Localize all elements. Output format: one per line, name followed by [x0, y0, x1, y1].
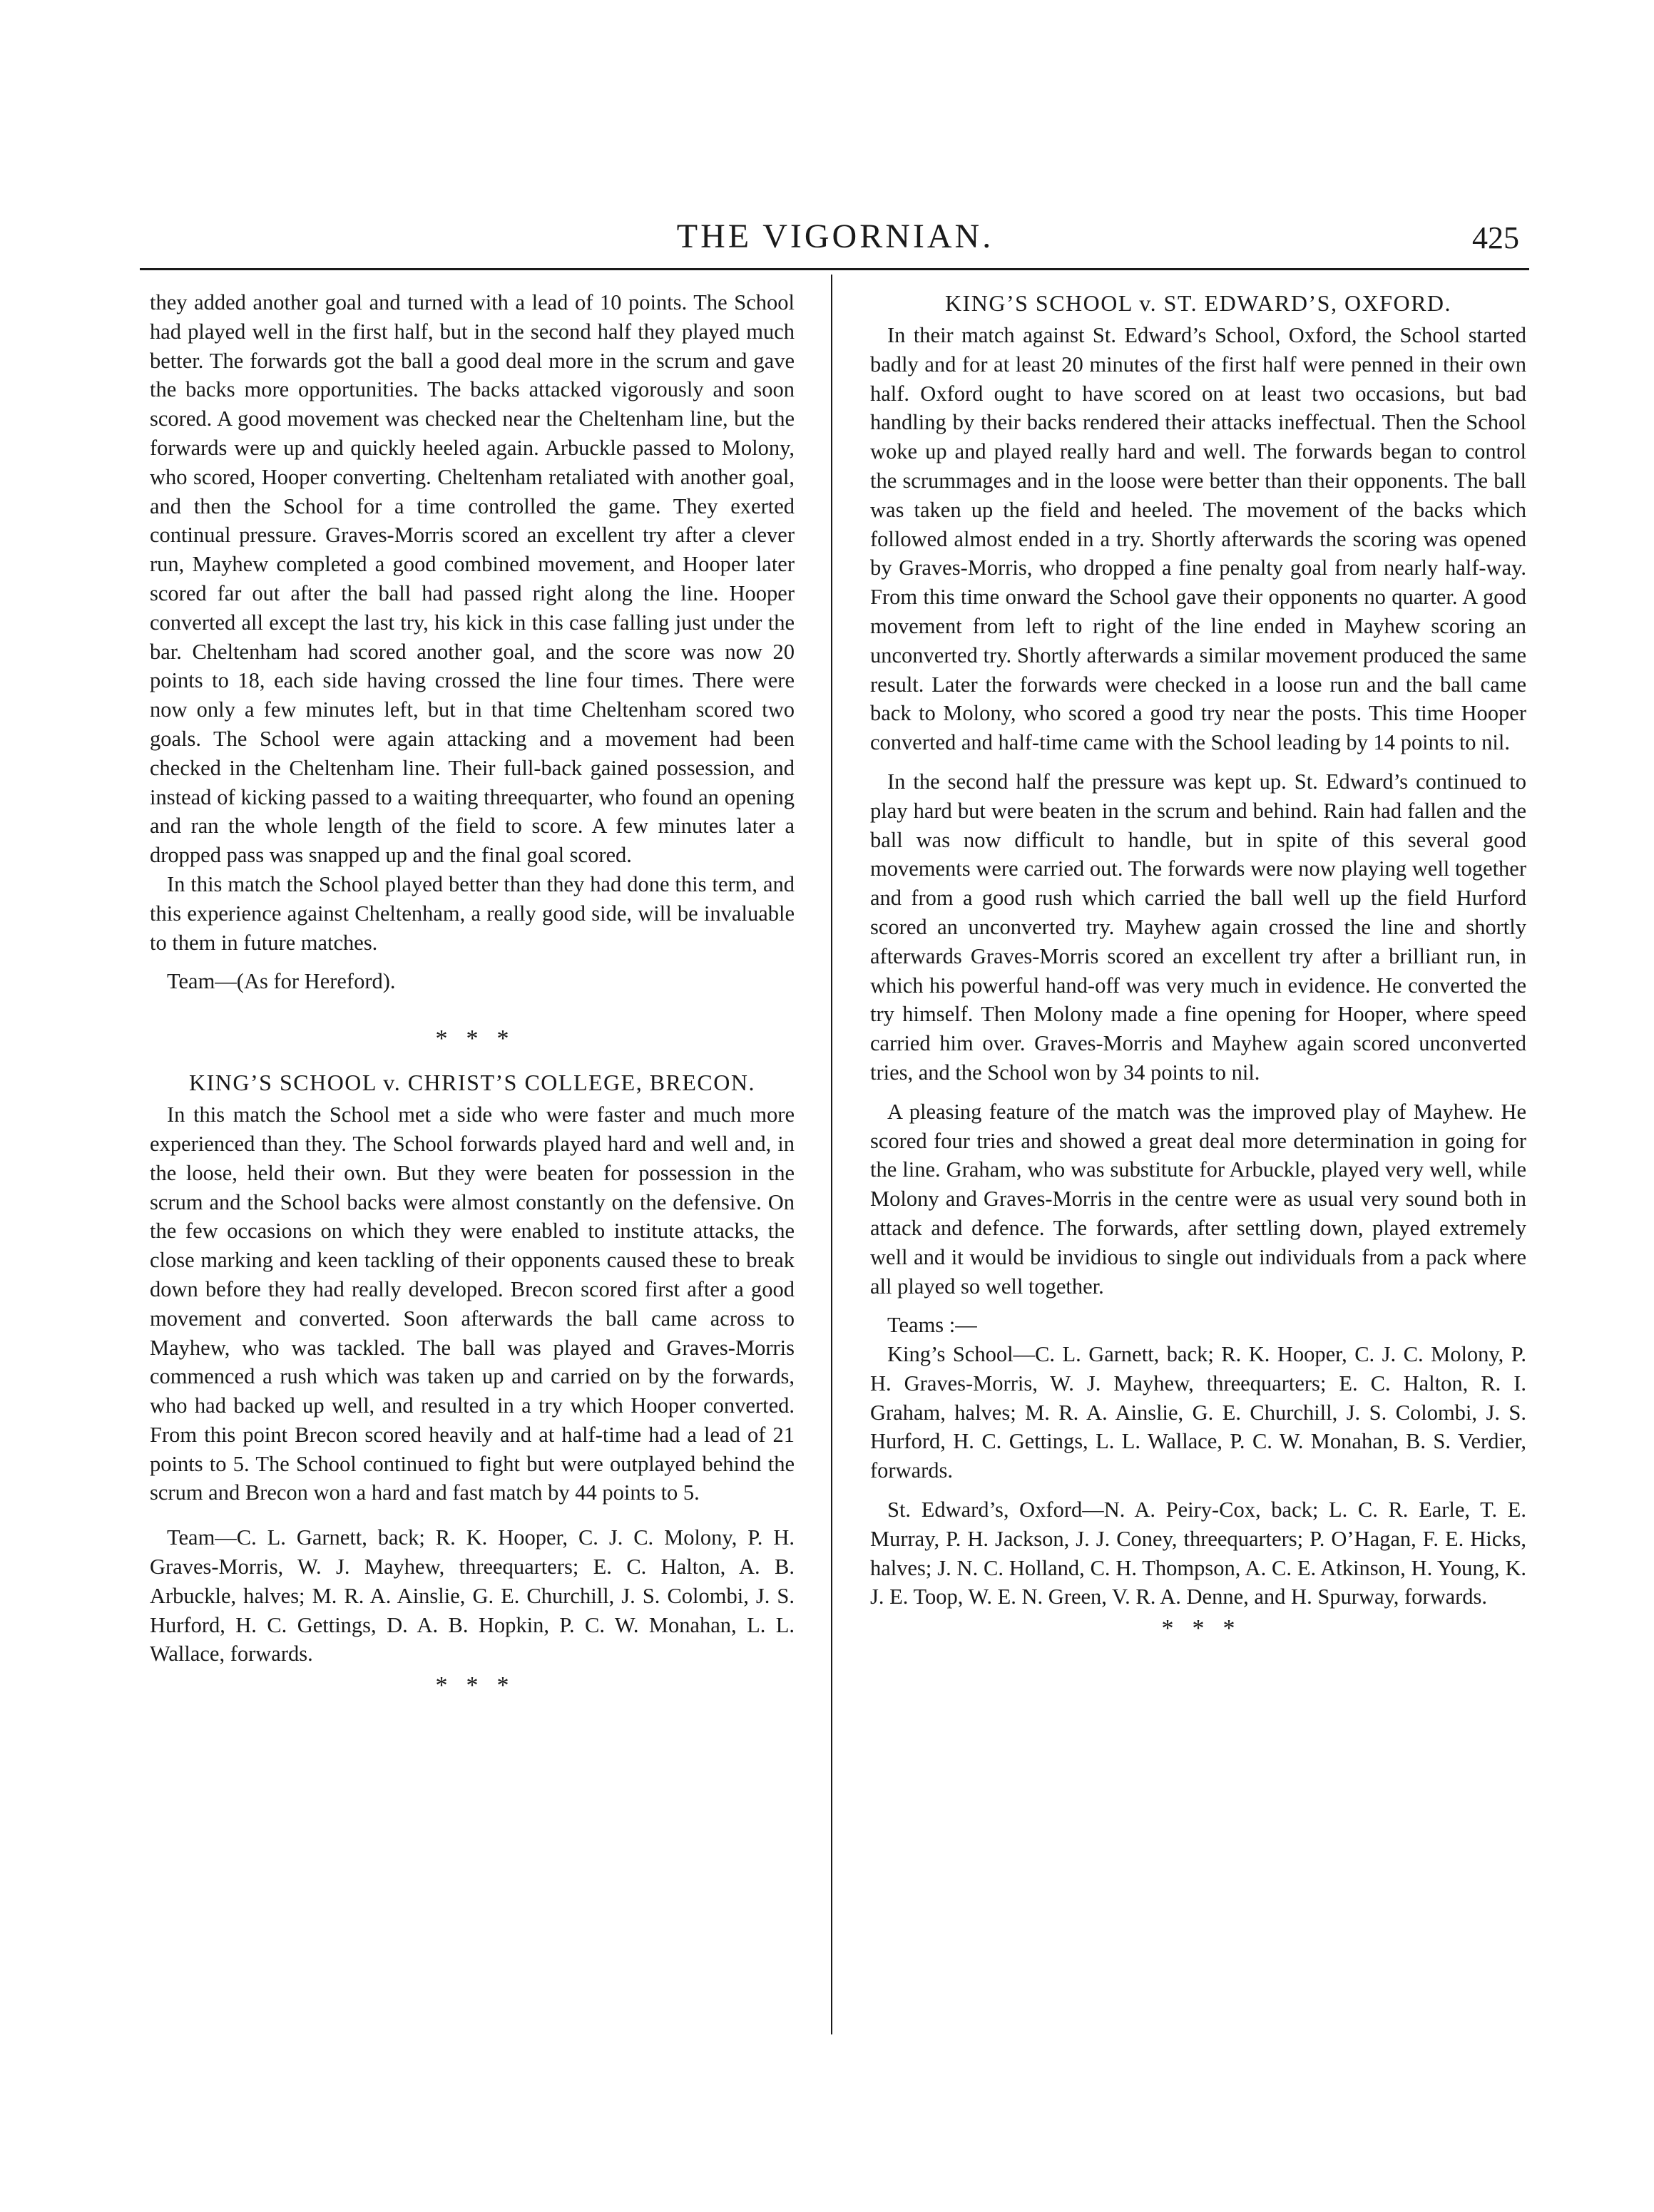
- section-separator-asterism: ***: [1161, 1615, 1254, 1642]
- right-column: [870, 288, 1526, 1643]
- kings-school-team-list: King’s School—C. L. Garnett, back; R. K. Hooper, C. J. C. Molony, P. H. Graves-Morris, W. J. Mayhew, threequarters; E. C. Halton, R. I. Graham, halves; M. R. A. Ainslie, G. E. Churchill, J. S. Colombi, J. S. Hurford, H. C. Gettings, L. L. Wallace, P. C. W. Monahan, B. S. Verdier, forwards.: [870, 1342, 1526, 1483]
- column-divider: [831, 275, 832, 2034]
- cheltenham-team-note: Team—(As for Hereford).: [167, 969, 396, 994]
- section-separator-asterism: ***: [435, 1672, 528, 1699]
- teams-label: Teams :—: [887, 1313, 977, 1338]
- cheltenham-report-paragraph-2: In this match the School played better than they had done this term, and this experience against Cheltenham, a really good side, will be invaluable to them in future matches.: [150, 871, 795, 955]
- journal-title: THE VIGORNIAN.: [676, 217, 994, 255]
- oxford-report-paragraph-3: A pleasing feature of the match was the improved play of Mayhew. He scored four tries and showed a great deal more determination in going for the line. Graham, who was substitute for Arbuckle, played very well, while Molony and Graves-Morris in the centre were as usual very sound both in attack and defence. The forwards, after settling down, played extremely well and it would be invidious to single out individuals from a pack where all played so well together.: [870, 1099, 1526, 1299]
- header-rule: [140, 268, 1529, 270]
- oxford-report-paragraph-1: In their match against St. Edward’s School, Oxford, the School started badly and for at least 20 minutes of the first half were penned in their own half. Oxford ought to have scored on at least two occasions, but bad handling by their backs rendered their attacks ineffectual. Then the School woke up and played really hard and well. The forwards began to control the scrummages and in the loose were better than their opponents. The ball was taken up the field and heeled. The movement of the backs which followed almost ended in a try. Shortly afterwards the scoring was opened by Graves-Morris, who dropped a fine penalty goal from nearly half-way. From this time onward the School gave their opponents no quarter. A good movement from left to right of the line ended in Mayhew scoring an unconverted try. Shortly afterwards a similar movement produced the same result. Later the forwards were checked in a loose run and the ball came back to Molony, who scored a good try near the posts. This time Hooper converted and half-time came with the School leading by 14 points to nil.: [870, 323, 1526, 755]
- oxford-match-heading: KING’S SCHOOL v. ST. EDWARD’S, OXFORD.: [944, 290, 1452, 316]
- brecon-team-list: Team—C. L. Garnett, back; R. K. Hooper, C. J. C. Molony, P. H. Graves-Morris, W. J. Mayhew, threequarters; E. C. Halton, A. B. Arbuckle, halves; M. R. A. Ainslie, G. E. Churchill, J. S. Colombi, J. S. Hurford, H. C. Gettings, D. A. B. Hopkin, P. C. W. Monahan, L. L. Wallace, forwards.: [150, 1525, 795, 1666]
- cheltenham-report-paragraph-1: they added another goal and turned with a lead of 10 points. The School had played well in the first half, but in the second half they played much better. The forwards got the ball a good deal more in the scrum and gave the backs more opportunities. The backs attacked vigorously and soon scored. A good movement was checked near the Cheltenham line, but the forwards were up and quickly heeled again. Arbuckle passed to Molony, who scored, Hooper converting. Cheltenham retaliated with another goal, and then the School for a time controlled the game. They exerted continual pressure. Graves-Morris scored an excellent try after a clever run, Mayhew completed a good combined movement, and Hooper later scored far out after the ball had passed right along the line. Hooper converted all except the last try, his kick in this case falling just under the bar. Cheltenham had scored another goal, and the score was now 20 points to 18, each side having crossed the line four times. There were now only a few minutes left, but in that time Cheltenham scored two goals. The School were again attacking and a movement had been checked in the Cheltenham line. Their full-back gained possession, and instead of kicking passed to a waiting threequarter, who found an opening and ran the whole length of the field to score. A few minutes later a dropped pass was snapped up and the final goal scored.: [150, 290, 795, 868]
- page-header: [141, 214, 1529, 271]
- section-separator-asterism: ***: [435, 1025, 528, 1053]
- oxford-report-paragraph-2: In the second half the pressure was kept up. St. Edward’s continued to play hard but were beaten in the scrum and behind. Rain had fallen and the ball was now difficult to handle, but in spite of this several good movements were carried out. The forwards were now playing well together and from a good rush which carried the ball well up the field Hurford scored an unconverted try. Mayhew again crossed the line and shortly afterwards Graves-Morris scored an excellent try after a brilliant run, in which his powerful hand-off was very much in evidence. He converted the try himself. Then Molony made a fine opening for Hooper, where speed carried him over. Graves-Morris and Mayhew again scored unconverted tries, and the School won by 34 points to nil.: [870, 769, 1526, 1085]
- left-column: [150, 288, 795, 1700]
- brecon-match-heading: KING’S SCHOOL v. CHRIST’S COLLEGE, BRECON.: [189, 1070, 755, 1096]
- brecon-report-paragraph: In this match the School met a side who were faster and much more experienced than they. The School forwards played hard and well and, in the loose, held their own. But they were beaten for possession in the scrum and the School backs were almost constantly on the defensive. On the few occasions on which they were enabled to institute attacks, the close marking and keen tackling of their opponents caused these to break down before they had really developed. Brecon scored first after a good movement and converted. Soon afterwards the ball came across to Mayhew, who was tackled. The ball was played and Graves-Morris commenced a rush which was taken up and carried on by the forwards, who had backed up well, and resulted in a try which Hooper converted. From this point Brecon scored heavily and at half-time had a lead of 21 points to 5. The School continued to fight but were outplayed behind the scrum and Brecon won a hard and fast match by 44 points to 5.: [150, 1102, 795, 1505]
- st-edwards-team-list: St. Edward’s, Oxford—N. A. Peiry-Cox, back; L. C. R. Earle, T. E. Murray, P. H. Jackson, J. J. Coney, threequarters; P. O’Hagan, F. E. Hicks, halves; J. N. C. Holland, C. H. Thompson, A. C. E. Atkinson, H. Young, K. J. E. Toop, W. E. N. Green, V. R. A. Denne, and H. Spurway, forwards.: [870, 1497, 1526, 1609]
- page-number: 425: [1472, 220, 1519, 255]
